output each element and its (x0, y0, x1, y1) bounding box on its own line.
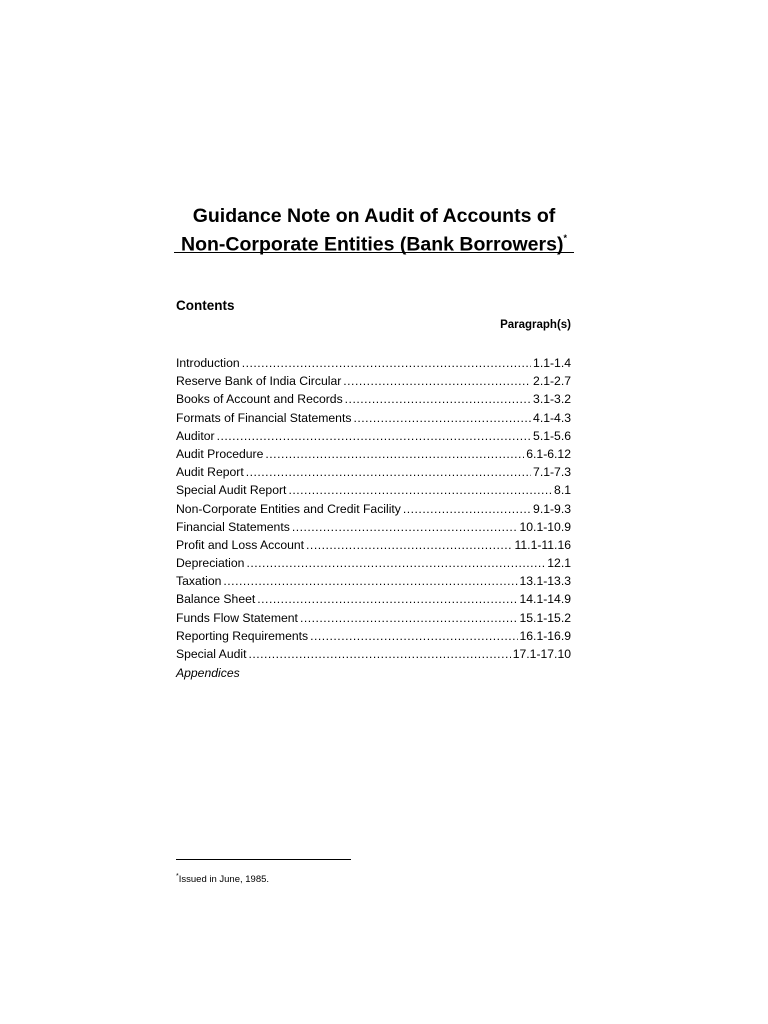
toc-leader-dots (300, 609, 518, 627)
toc-leader-dots (353, 409, 531, 427)
toc-entry-paragraphs: 10.1-10.9 (519, 519, 571, 534)
toc-entry (176, 445, 571, 463)
toc-entry (176, 390, 571, 408)
toc-entry (176, 481, 571, 499)
toc-entry-label: Audit Report (176, 465, 244, 480)
toc-entry-label: Audit Procedure (176, 446, 264, 461)
toc-entry-label: Balance Sheet (176, 592, 256, 607)
toc-entry-label: Taxation (176, 574, 222, 589)
toc-entry-paragraphs: 8.1 (554, 483, 571, 498)
toc-leader-dots (257, 590, 517, 608)
toc-entry (176, 518, 571, 536)
toc-entry-paragraphs: 15.1-15.2 (519, 610, 571, 625)
toc-entry (176, 372, 571, 390)
toc-entry-label: Special Audit (176, 647, 247, 661)
document-title (174, 204, 574, 257)
toc-entry-label: Reserve Bank of India Circular (176, 374, 342, 389)
toc-leader-dots (248, 645, 510, 663)
title-line-1: Guidance Note on Audit of Accounts of (192, 205, 556, 227)
toc-entry (176, 627, 571, 645)
title-footnote-marker: * (563, 233, 567, 243)
footnote-text: Issued in June, 1985. (178, 874, 270, 886)
toc-entry-label: Profit and Loss Account (176, 537, 305, 552)
toc-entry (176, 554, 571, 572)
toc-leader-dots (343, 372, 531, 390)
toc-entry (176, 427, 571, 445)
toc-entry-paragraphs: 3.1-3.2 (533, 392, 571, 407)
toc-entry (176, 463, 571, 481)
toc-entry-paragraphs: 1.1-1.4 (533, 356, 571, 370)
toc-entry-paragraphs: 17.1-17.10 (512, 647, 571, 661)
toc-entry (176, 590, 571, 608)
toc-entry (176, 409, 571, 427)
toc-leader-dots (246, 463, 531, 481)
toc-entry (176, 645, 571, 663)
toc-entry-paragraphs: 13.1-13.3 (519, 574, 571, 589)
toc-leader-dots (310, 627, 517, 645)
footnote (176, 870, 269, 887)
toc-entry-paragraphs: 9.1-9.3 (533, 501, 571, 516)
toc-entry-label: Financial Statements (176, 519, 290, 534)
title-line-2: Non-Corporate Entities (Bank Borrowers) (181, 233, 564, 256)
toc-entry-paragraphs: 7.1-7.3 (533, 465, 571, 480)
toc-leader-dots (246, 554, 545, 572)
toc-entry (176, 536, 571, 554)
toc-leader-dots (242, 354, 531, 372)
toc-entry (176, 354, 571, 372)
toc-entry-paragraphs: 16.1-16.9 (519, 628, 571, 643)
toc-entry (176, 500, 571, 518)
toc-entry-label: Books of Account and Records (176, 392, 343, 407)
toc-entry-label: Formats of Financial Statements (176, 410, 352, 425)
contents-heading: Contents (176, 298, 235, 313)
paragraphs-column-heading: Paragraph(s) (500, 319, 571, 331)
toc-leader-dots (265, 445, 524, 463)
toc-entry-label: Auditor (176, 428, 215, 443)
toc-leader-dots (306, 536, 512, 554)
toc-leader-dots (345, 390, 531, 408)
toc-entry-label: Depreciation (176, 556, 245, 571)
toc-entry (176, 609, 571, 627)
toc-entry-paragraphs: 6.1-6.12 (526, 446, 571, 461)
toc-entry-paragraphs: 2.1-2.7 (533, 374, 571, 389)
toc-leader-dots (217, 427, 531, 445)
toc-leader-dots (223, 572, 517, 590)
toc-entry-label: Special Audit Report (176, 483, 287, 498)
toc-leader-dots (288, 481, 552, 499)
title-underline (174, 252, 574, 253)
toc-entry-label: Non-Corporate Entities and Credit Facility (176, 501, 401, 516)
footnote-marker: * (176, 873, 179, 880)
toc-entry-paragraphs: 11.1-11.16 (514, 537, 571, 552)
toc-entry-label: Introduction (176, 356, 240, 370)
toc-leader-dots (403, 500, 531, 518)
toc-entry-paragraphs: 12.1 (547, 556, 571, 571)
toc-entry (176, 572, 571, 590)
toc-entry-paragraphs: 14.1-14.9 (519, 592, 571, 607)
table-of-contents (176, 354, 571, 663)
footnote-separator (176, 859, 351, 860)
toc-entry-paragraphs: 4.1-4.3 (533, 410, 571, 425)
toc-entry-paragraphs: 5.1-5.6 (533, 428, 571, 443)
toc-entry-label: Reporting Requirements (176, 628, 309, 643)
toc-leader-dots (292, 518, 518, 536)
toc-entry-label: Funds Flow Statement (176, 610, 298, 625)
appendices-entry: Appendices (176, 666, 240, 680)
